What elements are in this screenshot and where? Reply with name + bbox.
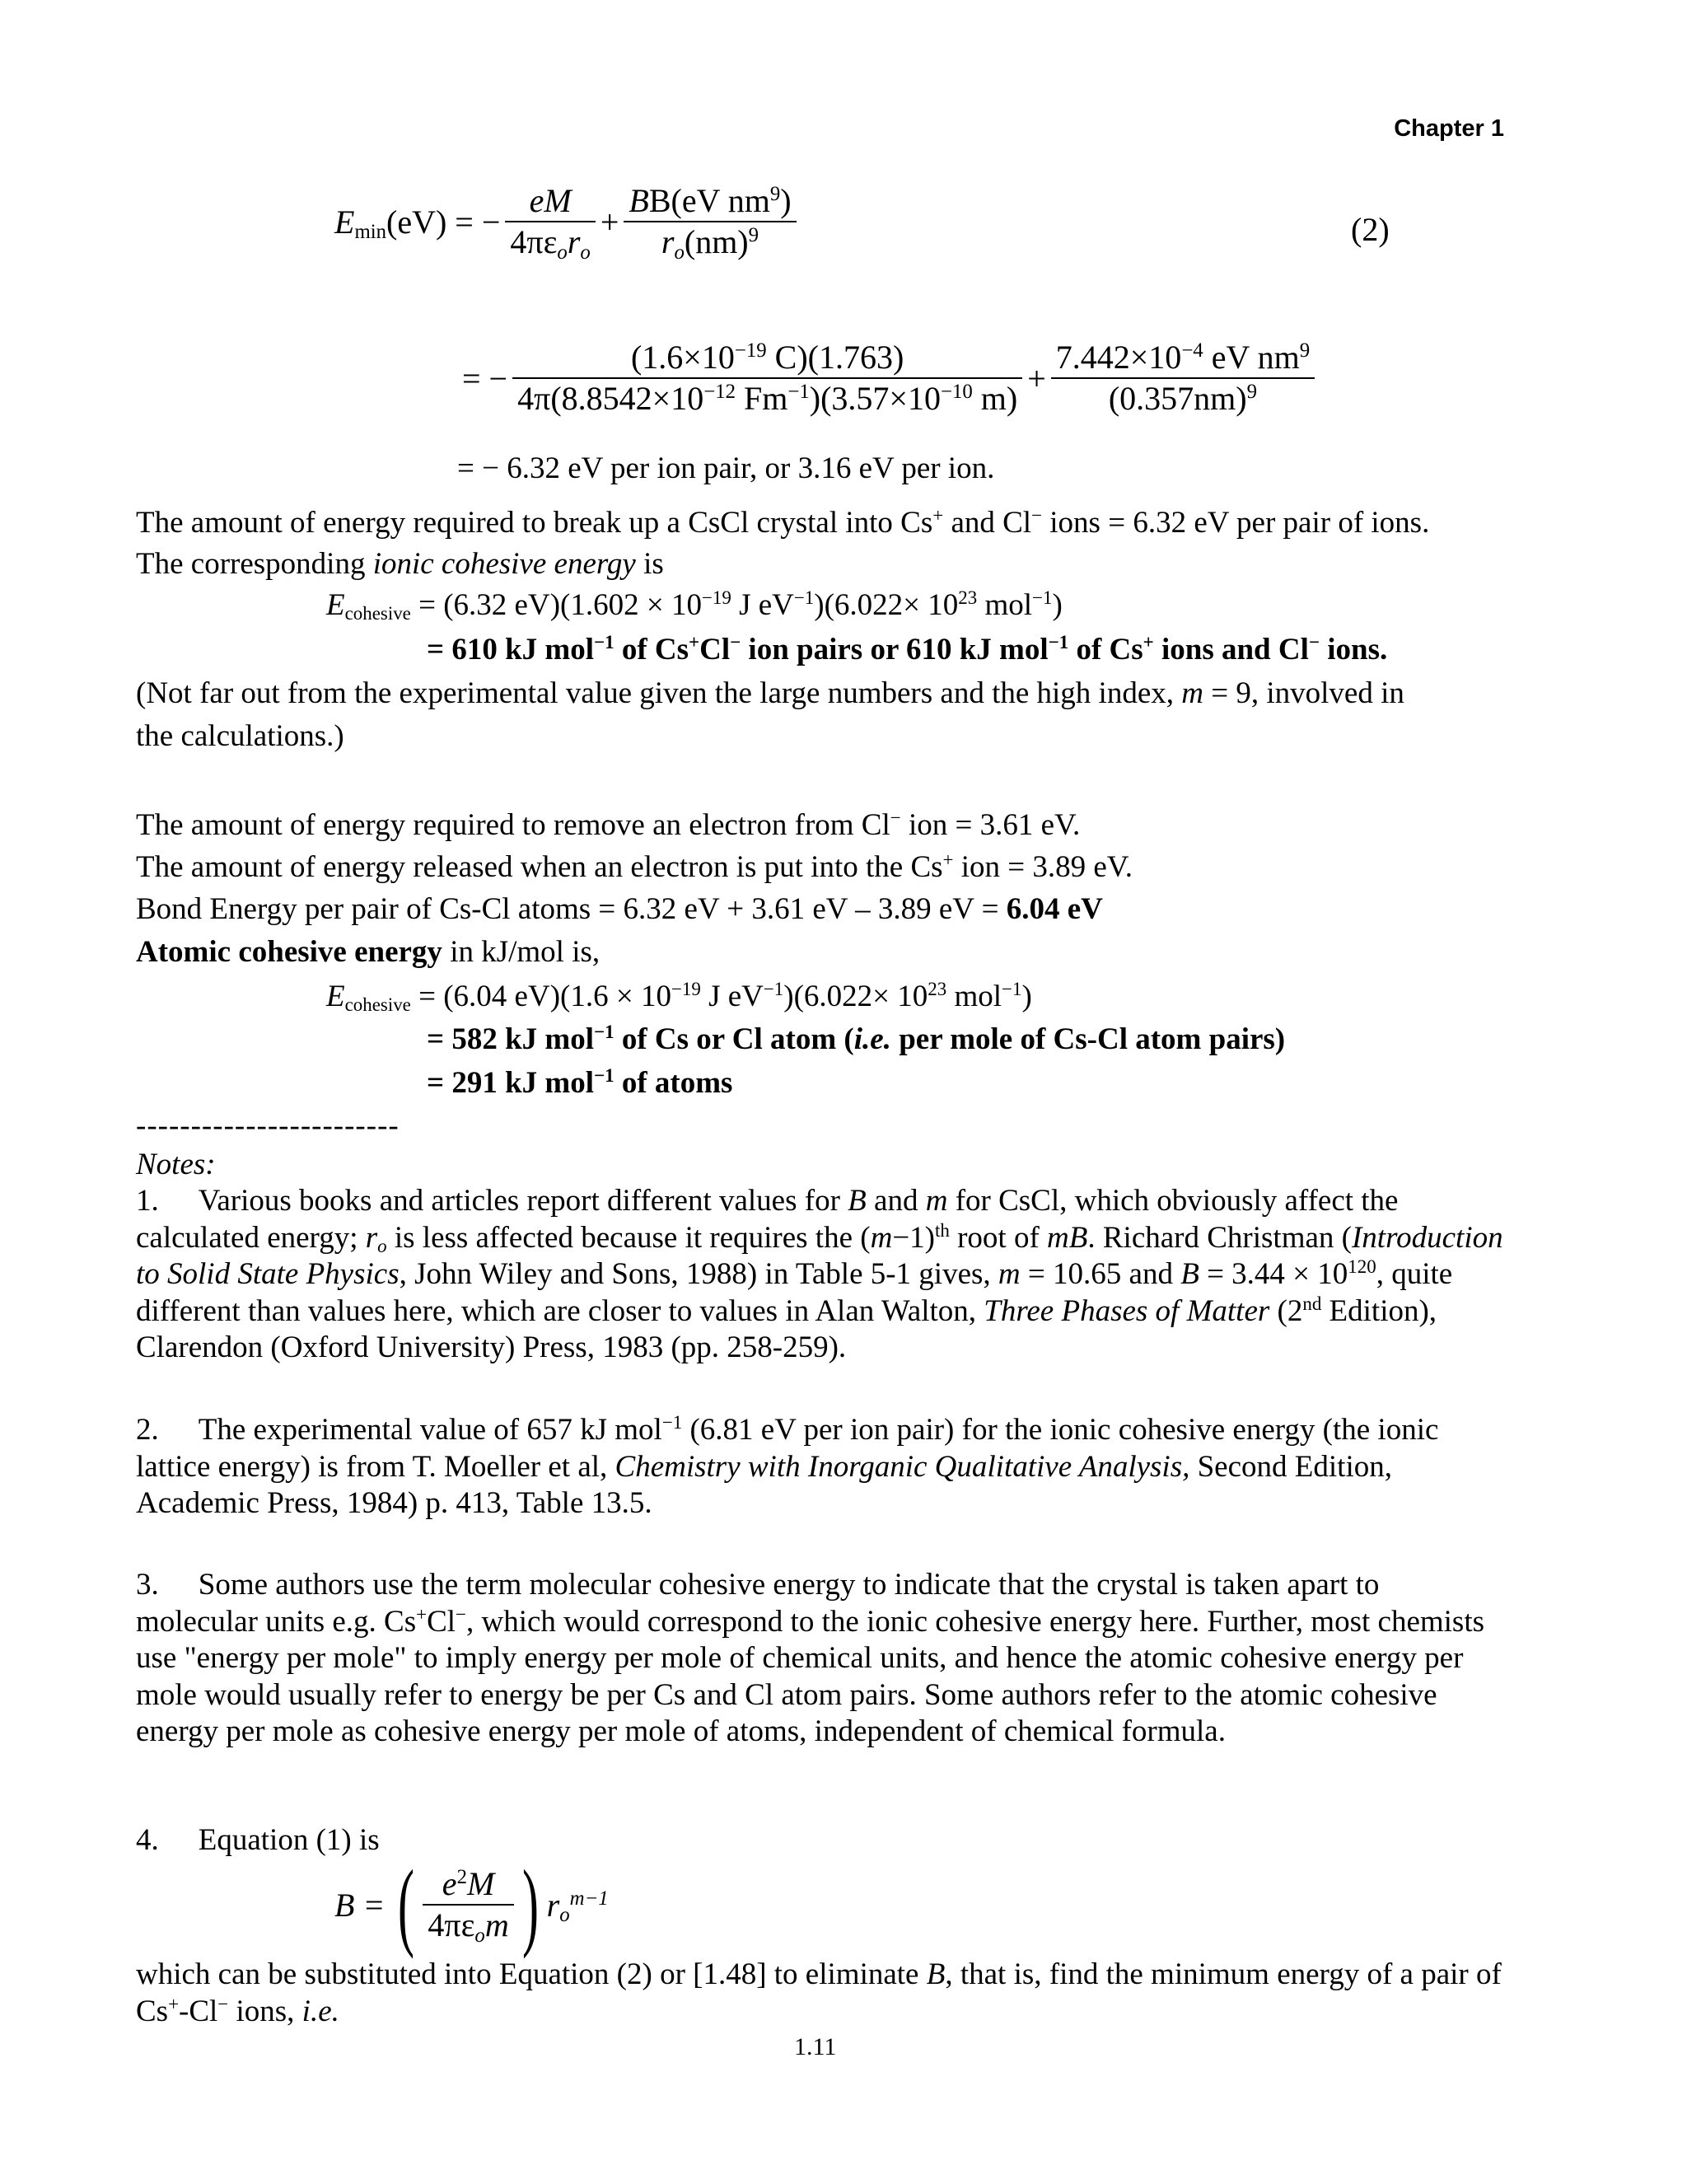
equation-2: $E_{min}(eV)$ = − $\frac{eM}{4\pi\varepsilon_or_o}$ + $\frac{BB(eV nm^9)}{r_o(nm)^9}$ [329,181,797,262]
result-line: = − 6.32 eV per ion pair, or 3.16 eV per ion. [457,451,995,485]
ecohesive-ionic: $E_{cohesive} = (6.32$ $eV)(1.602 \times 10^{-19}$ J $eV^{-1})(6.022\times 10^{23}$ mol$^{-1}$) [326,587,1063,624]
equation-2-number: (2) [1351,211,1390,248]
b-equation: B = ( $\frac{e^2M}{4\pi\varepsilon_om}$ ) $r_o^{m-1}$ [334,1850,609,1959]
ecohesive-atomic-result-2: = 291 kJ mol$^{-1}$ of atoms [427,1065,733,1100]
paragraph-not-far-line2: the calculations.) [136,719,344,753]
paragraph-not-far: (Not far out from the experimental value given the large numbers and the high index, m = 9, involved in [136,676,1404,710]
atomic-cohesive-line: Atomic cohesive energy in kJ/mol is, [136,935,600,969]
note-3: 3. Some authors use the term molecular cohesive energy to indicate that the crystal is taken apart to molecular units e.g. Cs+Cl−, which would correspond to the ionic cohesive energy here. Further, most chemists use "energy per mole" to imply energy per mole of chemical units, and hence the atomic cohesive energy per mole would usually refer to energy be per Cs and Cl atom pairs. Some authors refer to the atomic cohesive energy per mole as cohesive energy per mole of atoms, independent of chemical formula. [136,1568,1484,1748]
paragraph-ionic-cohesive: The corresponding ionic cohesive energy is [136,547,664,581]
eq2-term2: $\frac{BB(eV nm^9)}{r_o(nm)^9}$ [624,181,796,262]
eq2-term1: $\frac{eM}{4\pi\varepsilon_or_o}$ [505,181,595,262]
ecohesive-atomic-result-1: = 582 kJ mol$^{-1}$ of Cs or Cl atom (i.e. per mole of Cs-Cl atom pairs) [427,1022,1286,1056]
page-number: 1.11 [794,2033,837,2060]
remove-electron-line: The amount of energy required to remove an electron from Cl− ion = 3.61 eV. [136,807,1081,842]
note-4-continuation: which can be substituted into Equation (2) or [1.48] to eliminate B, that is, find the minimum energy of a pair of Cs+-Cl− ions, i.e. [136,1957,1502,2028]
note-4: 4. Equation (1) is [136,1823,380,1857]
paragraph-break-up: The amount of energy required to break up a CsCl crystal into Cs+ and Cl− ions = 6.32 eV per pair of ions. [136,505,1430,540]
notes-title: Notes: [136,1148,216,1181]
note-1: 1. Various books and articles report different values for B and m for CsCl, which obviously affect the calculated energy; $r_o$ is less affected because it requires the $(m-1)^{th}$ root of mB. Richard Christman (Introduction to Solid State Physics, John Wiley and Sons, 1988) in Table 5-1 gives, m = 10.65 and $B = 3.44 \times 10^{120}$, quite different than values here, which are closer to values in Alan Walton, Three Phases of Matter (2nd Edition), Clarendon (Oxford University) Press, 1983 (pp. 258-259). [136,1184,1503,1364]
bond-energy-line: Bond Energy per pair of Cs-Cl atoms = 6.32 eV + 3.61 eV – 3.89 eV = 6.04 eV [136,892,1103,926]
note-2: 2. The experimental value of 657 kJ mol$^{-1}$ (6.81 eV per ion pair) for the ionic cohesive energy (the ionic lattice energy) is from T. Moeller et al, Chemistry with Inorganic Qualitative Analysis, Second Edition, Academic Press, 1984) p. 413, Table 13.5. [136,1412,1439,1520]
equation-2-numeric: = − $\frac{(1.6\times 10^{-19} C)(1.763)}{4\pi(8.8542\times 10^{-12} Fm^{-1})(3.57\times 10^{-10} m)}$ + $\frac{7.442\times 10^{-4} eV nm^9}{(0.357nm)^9}$ [457,338,1315,419]
divider: ------------------------ [136,1109,400,1143]
chapter-header: Chapter 1 [1394,115,1504,142]
ecohesive-atomic: $E_{cohesive} = (6.04$ $eV)(1.6 \times 10^{-19}$ J $eV^{-1})(6.022\times 10^{23}$ mol$^{-1}$) [326,979,1032,1016]
release-electron-line: The amount of energy released when an electron is put into the Cs+ ion = 3.89 eV. [136,849,1133,884]
ecohesive-ionic-result: = 610 kJ mol$^{-1}$ of Cs+Cl− ion pairs or 610 kJ mol$^{-1}$ of Cs+ ions and Cl− ions. [427,632,1388,666]
